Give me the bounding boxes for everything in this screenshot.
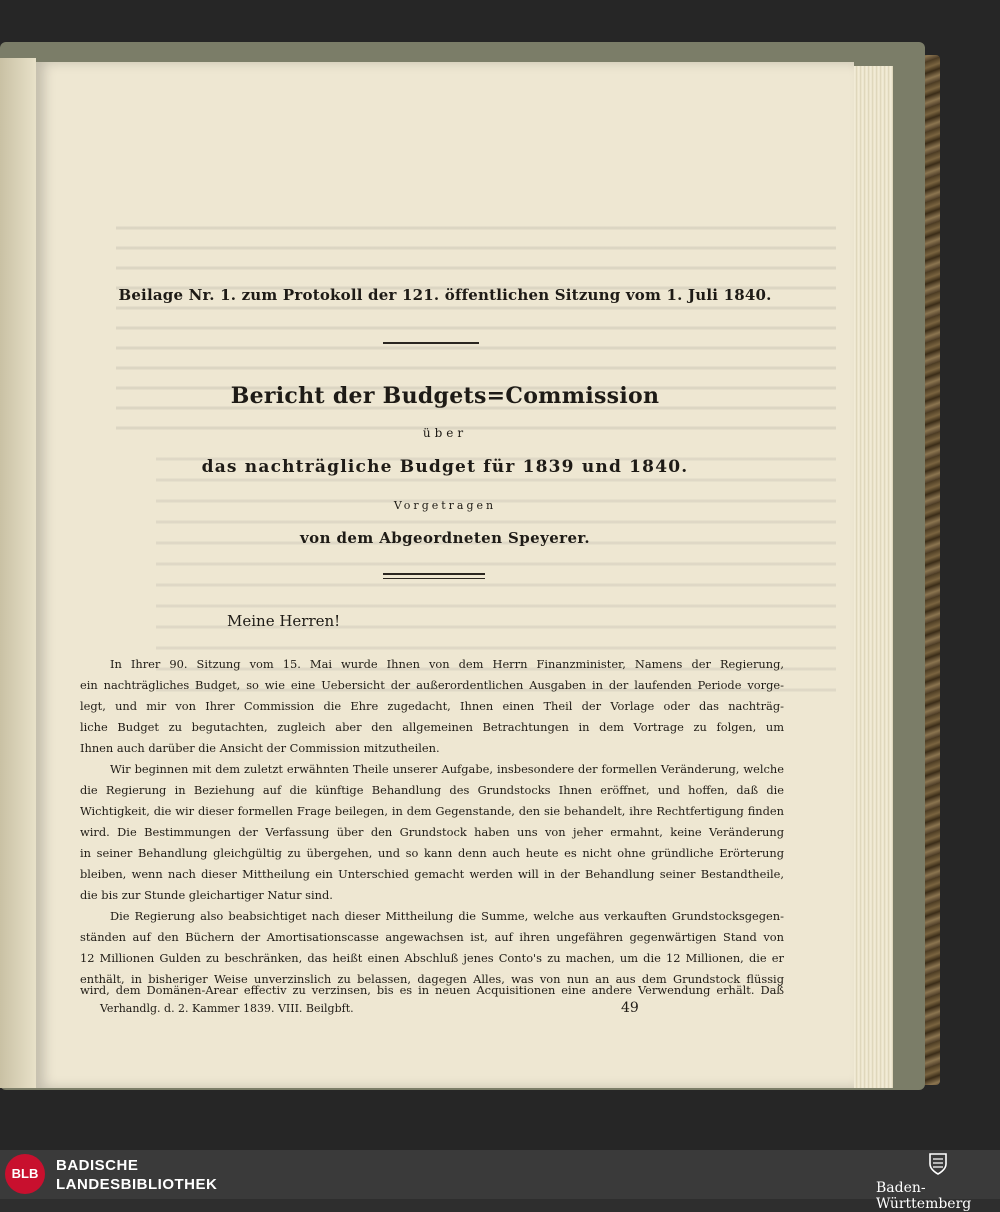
bleed-through <box>156 442 836 692</box>
presented-label: Vorgetragen <box>393 499 497 512</box>
footer-citation: Verhandlg. d. 2. Kammer 1839. VIII. Beilgbft. <box>100 1002 354 1015</box>
library-name-line1: BADISCHE <box>56 1157 139 1174</box>
body-line: bleiben, wenn nach dieser Mittheilung ein Unterschied gemacht werden will in der Behandlung seiner Bestandtheile, <box>80 867 784 881</box>
body-line: legt, und mir von Ihrer Commission die Ehre zugedacht, Ihnen einen Theil der Vorlage oder das nachträg- <box>80 699 784 713</box>
body-line: Ihnen auch darüber die Ansicht der Commission mitzutheilen. <box>80 741 440 755</box>
blb-logo[interactable]: BLB <box>5 1154 45 1194</box>
left-page-edge <box>0 58 36 1088</box>
speaker-name: von dem Abgeordneten Speyerer. <box>300 529 590 547</box>
body-line: enthält, in bisheriger Weise unverzinslich zu belassen, dagegen Alles, was von nun an aus dem Grundstock flüssig <box>80 972 784 986</box>
report-subject: das nachträgliche Budget für 1839 und 1840. <box>201 457 689 477</box>
body-line: Wir beginnen mit dem zuletzt erwähnten Theile unserer Aufgabe, insbesondere der formellen Veränderung, welche <box>110 762 784 776</box>
divider-rule <box>383 578 485 579</box>
state-label: Baden-Württemberg <box>876 1180 972 1212</box>
body-line: In Ihrer 90. Sitzung vom 15. Mai wurde Ihnen von dem Herrn Finanzminister, Namens der Regierung, <box>110 657 784 671</box>
salutation: Meine Herren! <box>227 612 341 630</box>
body-line: die Regierung in Beziehung auf die künftige Behandlung des Grundstocks Ihnen eröffnet, und hoffen, daß die <box>80 783 784 797</box>
body-line: Die Regierung also beabsichtiget nach dieser Mittheilung die Summe, welche aus verkauften Grundstocksgegen- <box>110 909 784 923</box>
report-title: Bericht der Budgets=Commission <box>230 383 660 409</box>
divider-rule <box>383 342 479 344</box>
body-line: 12 Millionen Gulden zu beschränken, das heißt einen Abschluß jenes Conto's zu machen, um die 12 Millionen, die er <box>80 951 784 965</box>
body-line: in seiner Behandlung gleichgültig zu übergehen, und so kann denn auch heute es nicht ohne gründliche Erörterung <box>80 846 784 860</box>
body-line: wird, dem Domänen-Arear effectiv zu verzinsen, bis es in neuen Acquisitionen eine andere Verwendung erhält. Daß <box>80 983 784 997</box>
body-line: ständen auf den Büchern der Amortisationscasse angewachsen ist, auf ihren ungefähren gegenwärtigen Stand von <box>80 930 784 944</box>
library-name-line2: LANDESBIBLIOTHEK <box>56 1176 218 1193</box>
crest-icon <box>928 1152 948 1176</box>
body-line: Wichtigkeit, die wir dieser formellen Frage beilegen, in dem Gegenstande, den sie behandelt, ihre Rechtfertigung finden <box>80 804 784 818</box>
body-line: wird. Die Bestimmungen der Verfassung über den Grundstock haben uns von jeher ermahnt, keine Veränderung <box>80 825 784 839</box>
supplement-heading: Beilage Nr. 1. zum Protokoll der 121. öffentlichen Sitzung vom 1. Juli 1840. <box>118 286 772 304</box>
body-line: liche Budget zu begutachten, zugleich aber den allgemeinen Betrachtungen in dem Vortrage zu folgen, um <box>80 720 784 734</box>
divider-rule <box>383 573 485 575</box>
title-connector: über <box>422 426 468 440</box>
page-number: 49 <box>621 1000 639 1016</box>
body-line: die bis zur Stunde gleichartiger Natur sind. <box>80 888 333 902</box>
body-line: ein nachträgliches Budget, so wie eine Uebersicht der außerordentlichen Ausgaben in der laufenden Periode vorge- <box>80 678 784 692</box>
